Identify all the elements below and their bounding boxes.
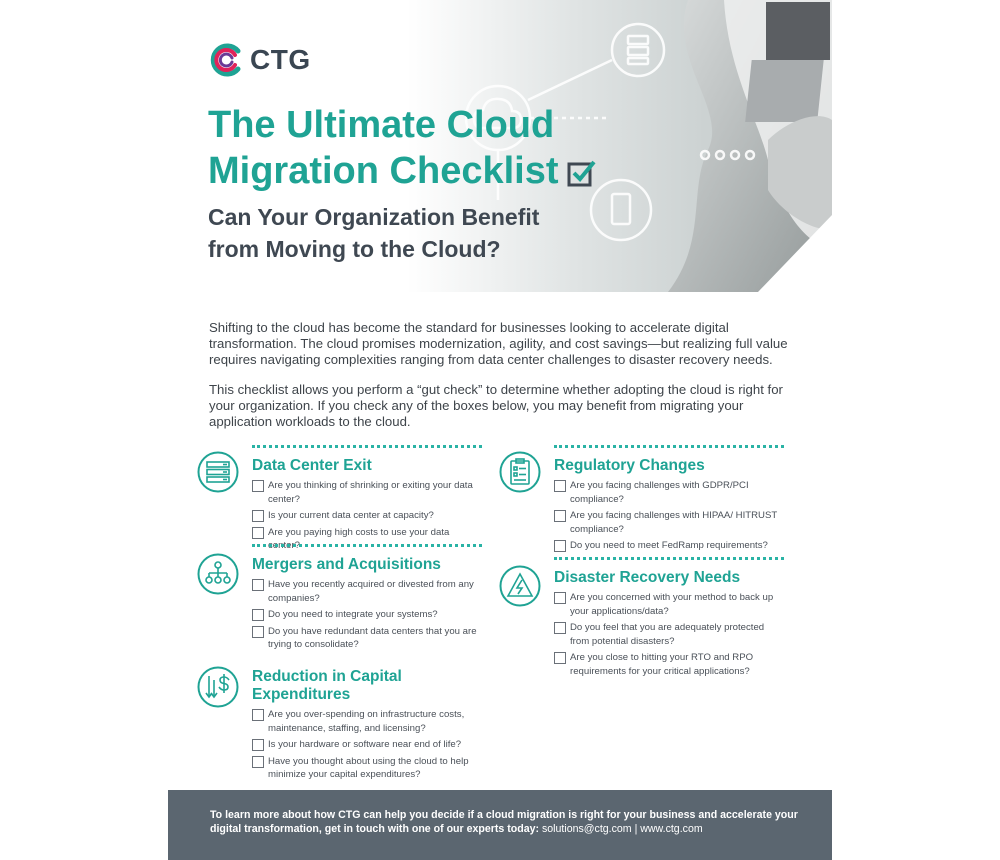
ctg-logo-mark-icon (208, 42, 244, 78)
checkbox[interactable] (554, 652, 566, 664)
section-divider (554, 557, 784, 560)
checklist-item[interactable]: Are you over-spending on infrastructure costs, maintenance, staffing, and licensing? (252, 708, 484, 735)
checklist-item[interactable]: Are you thinking of shrinking or exiting your data center? (252, 479, 482, 506)
checkbox[interactable] (252, 709, 264, 721)
section-data-center-exit (252, 445, 482, 556)
warning-bolt-icon (499, 565, 541, 607)
checklist-item[interactable]: Have you thought about using the cloud to help minimize your capital expenditures? (252, 755, 484, 782)
title-line-2: Migration Checklist (208, 150, 559, 192)
checklist-item[interactable]: Is your current data center at capacity? (252, 509, 482, 523)
title-line-1: The Ultimate Cloud (208, 104, 555, 146)
subtitle-line-2: from Moving to the Cloud? (208, 236, 501, 262)
checkbox[interactable] (252, 756, 264, 768)
checkbox[interactable] (554, 622, 566, 634)
checkbox[interactable] (252, 626, 264, 638)
hero-banner (168, 0, 832, 292)
checklist-page (168, 0, 832, 860)
footer-text (210, 808, 800, 836)
server-rack-icon (197, 451, 239, 493)
org-chart-icon (197, 553, 239, 595)
section-heading: Mergers and Acquisitions (252, 556, 441, 573)
section-disaster-recovery (554, 557, 784, 681)
section-heading: Reduction in Capital Expenditures (252, 668, 402, 703)
checkbox[interactable] (252, 527, 264, 539)
footer-banner (168, 790, 832, 860)
section-heading: Disaster Recovery Needs (554, 569, 741, 586)
ctg-logo (208, 42, 311, 78)
section-heading: Regulatory Changes (554, 457, 705, 474)
checklist-item[interactable]: Do you feel that you are adequately protected from potential disasters? (554, 621, 784, 648)
checklist-item[interactable]: Do you have redundant data centers that you are trying to consolidate? (252, 625, 482, 652)
checklist-item[interactable]: Do you need to meet FedRamp requirements? (554, 539, 784, 553)
checklist-item[interactable]: Are you facing challenges with GDPR/PCI compliance? (554, 479, 784, 506)
section-capital-expenditures (252, 656, 484, 785)
section-divider (252, 445, 482, 448)
checklist-item[interactable]: Is your hardware or software near end of life? (252, 738, 484, 752)
checkbox[interactable] (252, 510, 264, 522)
checkbox[interactable] (252, 609, 264, 621)
section-regulatory-changes (554, 445, 784, 556)
checklist-item[interactable]: Are you facing challenges with HIPAA/ HITRUST compliance? (554, 509, 784, 536)
checklist-item[interactable]: Are you close to hitting your RTO and RPO requirements for your critical applications? (554, 651, 784, 678)
footer-message: To learn more about how CTG can help you decide if a cloud migration is right for your business and accelerate your digital transformation, get in touch with one of our experts today: (210, 809, 798, 835)
section-divider (554, 445, 784, 448)
checkbox[interactable] (252, 739, 264, 751)
checkbox[interactable] (554, 592, 566, 604)
section-divider (252, 544, 482, 547)
logo-wordmark: CTG (250, 44, 311, 75)
intro-text (209, 320, 799, 444)
checklist-item[interactable]: Are you paying high costs to use your data center? (252, 526, 482, 553)
checklist-item[interactable]: Have you recently acquired or divested from any companies? (252, 578, 482, 605)
checklist-item[interactable]: Are you concerned with your method to back up your applications/data? (554, 591, 784, 618)
clipboard-checklist-icon (499, 451, 541, 493)
section-mergers-acquisitions (252, 544, 482, 655)
page-title (208, 102, 628, 194)
section-heading: Data Center Exit (252, 457, 372, 474)
checkbox[interactable] (554, 540, 566, 552)
intro-paragraph-1: Shifting to the cloud has become the standard for businesses looking to accelerate digital transformation. The cloud promises modernization, agility, and cost savings—but realizing full value requires navigating complexities ranging from data center challenges to disaster recovery needs. (209, 320, 788, 367)
checkbox[interactable] (554, 480, 566, 492)
dollar-down-icon (197, 666, 239, 708)
checkbox[interactable] (252, 480, 264, 492)
checkbox-checked-icon (567, 158, 597, 188)
checklist-item[interactable]: Do you need to integrate your systems? (252, 608, 482, 622)
checkbox[interactable] (252, 579, 264, 591)
checkbox[interactable] (554, 510, 566, 522)
intro-paragraph-2: This checklist allows you perform a “gut check” to determine whether adopting the cloud is right for your organization. If you check any of the boxes below, you may benefit from migrating your application workloads to the cloud. (209, 382, 783, 429)
page-subtitle (208, 201, 588, 265)
subtitle-line-1: Can Your Organization Benefit (208, 204, 540, 230)
footer-contact-links[interactable]: solutions@ctg.com | www.ctg.com (541, 823, 703, 835)
